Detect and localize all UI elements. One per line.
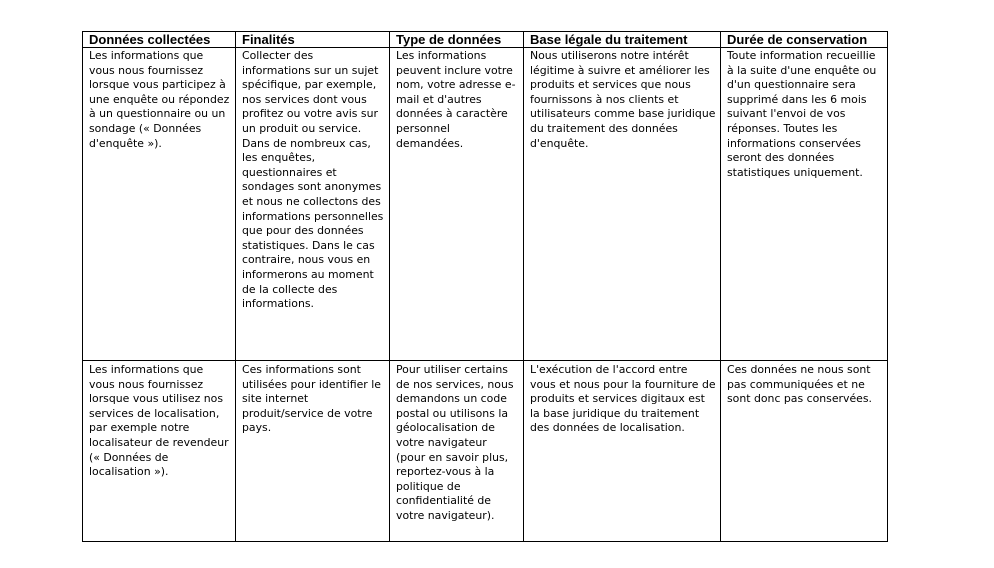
cell-purposes: Collecter des informations sur un sujet spécifique, par exemple, nos services dont vous profitez ou votre avis sur un produit ou service. Dans de nombreux cas, les enquêtes, questionnaires et sondages sont anonymes et nous ne collectons des informations personnelles que pour des données statistiques. Dans le cas contraire, nous vous en informerons au moment de la collecte des informations. (236, 48, 390, 361)
cell-data-type: Les informations peuvent inclure votre nom, votre adresse e-mail et d'autres données à caractère personnel demandées. (390, 48, 524, 361)
privacy-data-table (82, 31, 888, 542)
table-row (83, 361, 888, 542)
cell-purposes: Ces informations sont utilisées pour identifier le site internet produit/service de votre pays. (236, 361, 390, 542)
header-data-collected: Données collectées (83, 32, 236, 48)
header-retention: Durée de conservation (721, 32, 888, 48)
header-legal-basis: Base légale du traitement (524, 32, 721, 48)
cell-retention: Ces données ne nous sont pas communiquées et ne sont donc pas conservées. (721, 361, 888, 542)
cell-retention: Toute information recueillie à la suite d'une enquête ou d'un questionnaire sera supprimé dans les 6 mois suivant l'envoi de vos réponses. Toutes les informations conservées seront des données statistiques uniquement. (721, 48, 888, 361)
cell-data-collected: Les informations que vous nous fournissez lorsque vous participez à une enquête ou répondez à un questionnaire ou un sondage (« Données d'enquête »). (83, 48, 236, 361)
table-header-row (83, 32, 888, 48)
cell-data-collected: Les informations que vous nous fournissez lorsque vous utilisez nos services de localisation, par exemple notre localisateur de revendeur (« Données de localisation »). (83, 361, 236, 542)
cell-data-type: Pour utiliser certains de nos services, nous demandons un code postal ou utilisons la géolocalisation de votre navigateur (pour en savoir plus, reportez-vous à la politique de confidentialité de votre navigateur). (390, 361, 524, 542)
header-purposes: Finalités (236, 32, 390, 48)
table-row (83, 48, 888, 361)
header-data-type: Type de données (390, 32, 524, 48)
cell-legal-basis: L'exécution de l'accord entre vous et nous pour la fourniture de produits et services digitaux est la base juridique du traitement des données de localisation. (524, 361, 721, 542)
cell-legal-basis: Nous utiliserons notre intérêt légitime à suivre et améliorer les produits et services que nous fournissons à nos clients et utilisateurs comme base juridique du traitement des données d'enquête. (524, 48, 721, 361)
